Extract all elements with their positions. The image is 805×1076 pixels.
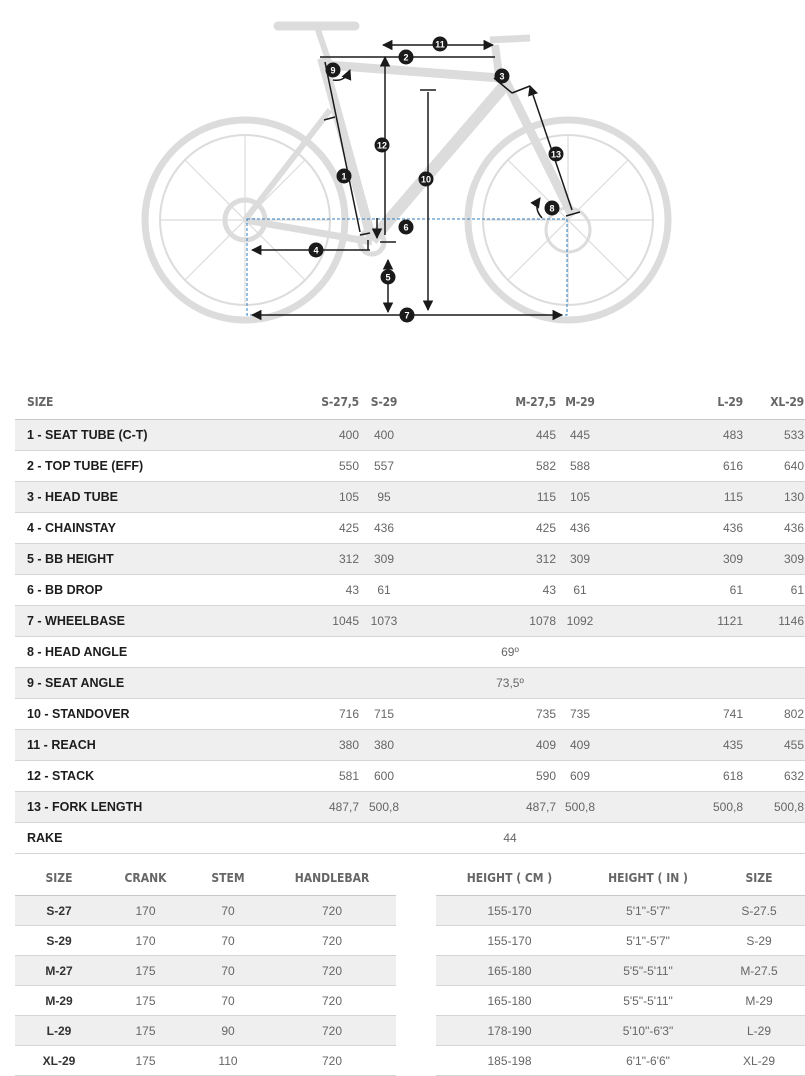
table-cell: 425 <box>215 513 360 544</box>
table-row <box>436 956 805 986</box>
table-row <box>15 896 396 926</box>
table-cell: 720 <box>268 986 396 1016</box>
table-row <box>15 544 805 575</box>
table-row <box>15 699 805 730</box>
svg-text:11: 11 <box>435 39 445 50</box>
table-row <box>436 1046 805 1076</box>
table-cell: 312 <box>408 544 557 575</box>
table-cell-merged: 69º <box>215 637 805 668</box>
table-cell: 400 <box>360 420 408 451</box>
table-row <box>15 513 805 544</box>
row-label: 9 - SEAT ANGLE <box>15 668 215 699</box>
svg-text:13: 13 <box>550 149 562 160</box>
table-cell: M-29 <box>713 986 805 1016</box>
geometry-header: M-27,5 <box>408 385 557 420</box>
table-cell: 309 <box>744 544 805 575</box>
table-cell: 43 <box>215 575 360 606</box>
svg-text:3: 3 <box>499 71 505 82</box>
table-cell: 487,7 <box>408 792 557 823</box>
row-label: 13 - FORK LENGTH <box>15 792 215 823</box>
table-cell: 61 <box>603 575 744 606</box>
table-cell: 175 <box>103 986 188 1016</box>
table-cell: XL-29 <box>15 1046 103 1076</box>
marker-13 <box>549 147 564 162</box>
table-cell: L-29 <box>15 1016 103 1046</box>
components-header-row <box>15 860 396 896</box>
dimension-markers <box>309 37 564 323</box>
svg-text:10: 10 <box>420 174 432 185</box>
table-cell: 70 <box>188 956 268 986</box>
table-cell: 380 <box>360 730 408 761</box>
table-cell: 175 <box>103 956 188 986</box>
table-cell: 715 <box>360 699 408 730</box>
table-cell: 557 <box>360 451 408 482</box>
sizing-header: HEIGHT ( IN ) <box>583 860 713 896</box>
table-cell: 165-180 <box>436 956 583 986</box>
table-cell: 175 <box>103 1016 188 1046</box>
marker-5 <box>381 270 396 285</box>
table-cell: 110 <box>188 1046 268 1076</box>
table-cell: 720 <box>268 956 396 986</box>
table-cell: 500,8 <box>557 792 603 823</box>
svg-text:12: 12 <box>376 140 388 151</box>
table-cell: 70 <box>188 896 268 926</box>
geometry-header: S-27,5 <box>215 385 360 420</box>
table-cell: 5'10"-6'3" <box>583 1016 713 1046</box>
table-cell: 170 <box>103 926 188 956</box>
svg-text:8: 8 <box>549 203 555 214</box>
components-table <box>15 860 396 1076</box>
table-row <box>15 761 805 792</box>
table-cell: 380 <box>215 730 360 761</box>
table-cell: 436 <box>557 513 603 544</box>
table-cell: 581 <box>215 761 360 792</box>
table-cell: 735 <box>408 699 557 730</box>
table-cell: 436 <box>360 513 408 544</box>
geometry-header-row <box>15 385 805 420</box>
table-row <box>15 926 396 956</box>
table-cell: XL-29 <box>713 1046 805 1076</box>
table-cell: 1121 <box>603 606 744 637</box>
row-label: 5 - BB HEIGHT <box>15 544 215 575</box>
table-cell: 550 <box>215 451 360 482</box>
table-cell: 178-190 <box>436 1016 583 1046</box>
geometry-header: L-29 <box>603 385 744 420</box>
table-cell: L-29 <box>713 1016 805 1046</box>
table-cell: 500,8 <box>744 792 805 823</box>
table-cell: 95 <box>360 482 408 513</box>
table-row <box>15 986 396 1016</box>
table-cell: 533 <box>744 420 805 451</box>
table-cell: 1073 <box>360 606 408 637</box>
table-cell: 61 <box>744 575 805 606</box>
table-cell: 61 <box>360 575 408 606</box>
marker-12 <box>375 138 390 153</box>
svg-text:2: 2 <box>403 52 409 63</box>
table-cell: 5'5"-5'11" <box>583 956 713 986</box>
table-cell: 632 <box>744 761 805 792</box>
table-cell: 1146 <box>744 606 805 637</box>
table-cell: 720 <box>268 1016 396 1046</box>
marker-8 <box>545 201 560 216</box>
marker-11 <box>433 37 448 52</box>
table-row <box>15 420 805 451</box>
table-cell: 582 <box>408 451 557 482</box>
table-cell: 90 <box>188 1016 268 1046</box>
svg-text:7: 7 <box>404 310 410 321</box>
components-header: SIZE <box>15 860 103 896</box>
table-cell: S-29 <box>15 926 103 956</box>
table-cell: 309 <box>557 544 603 575</box>
table-cell: 720 <box>268 1046 396 1076</box>
table-cell: 115 <box>603 482 744 513</box>
row-label: 1 - SEAT TUBE (C-T) <box>15 420 215 451</box>
table-cell: 1092 <box>557 606 603 637</box>
row-label: 8 - HEAD ANGLE <box>15 637 215 668</box>
geometry-table <box>15 385 805 854</box>
table-cell: 640 <box>744 451 805 482</box>
geometry-header: XL-29 <box>744 385 805 420</box>
table-cell: M-29 <box>15 986 103 1016</box>
table-cell-merged: 73,5º <box>215 668 805 699</box>
bike-silhouette <box>145 26 668 320</box>
table-row <box>15 668 805 699</box>
table-cell: 425 <box>408 513 557 544</box>
table-row <box>15 823 805 854</box>
table-row <box>15 575 805 606</box>
table-cell: S-29 <box>713 926 805 956</box>
table-cell: 175 <box>103 1046 188 1076</box>
table-cell: 616 <box>603 451 744 482</box>
geometry-header: M-29 <box>557 385 603 420</box>
sizing-header: SIZE <box>713 860 805 896</box>
table-cell: 802 <box>744 699 805 730</box>
row-label: 12 - STACK <box>15 761 215 792</box>
svg-text:4: 4 <box>313 245 319 256</box>
table-cell: 5'5"-5'11" <box>583 986 713 1016</box>
sizing-header: HEIGHT ( CM ) <box>436 860 583 896</box>
table-cell: 483 <box>603 420 744 451</box>
table-row <box>15 956 396 986</box>
table-cell: 735 <box>557 699 603 730</box>
table-cell: 400 <box>215 420 360 451</box>
table-cell: M-27.5 <box>713 956 805 986</box>
table-cell: 61 <box>557 575 603 606</box>
row-label: 6 - BB DROP <box>15 575 215 606</box>
table-cell: 600 <box>360 761 408 792</box>
table-cell: 720 <box>268 926 396 956</box>
table-row <box>436 1016 805 1046</box>
marker-7 <box>400 308 415 323</box>
row-label: 7 - WHEELBASE <box>15 606 215 637</box>
marker-3 <box>495 69 510 84</box>
table-cell: 741 <box>603 699 744 730</box>
marker-1 <box>337 169 352 184</box>
marker-6 <box>399 220 414 235</box>
geometry-header: S-29 <box>360 385 408 420</box>
table-cell: 487,7 <box>215 792 360 823</box>
table-cell: 5'1"-5'7" <box>583 896 713 926</box>
components-header: STEM <box>188 860 268 896</box>
table-cell: 155-170 <box>436 896 583 926</box>
table-cell: 170 <box>103 896 188 926</box>
table-cell: 436 <box>744 513 805 544</box>
table-cell: 312 <box>215 544 360 575</box>
table-cell: 115 <box>408 482 557 513</box>
table-cell: 70 <box>188 926 268 956</box>
table-cell: S-27 <box>15 896 103 926</box>
table-row <box>15 451 805 482</box>
table-cell: 409 <box>557 730 603 761</box>
table-cell: 435 <box>603 730 744 761</box>
row-label: RAKE <box>15 823 215 854</box>
table-row <box>436 926 805 956</box>
table-cell: 609 <box>557 761 603 792</box>
row-label: 2 - TOP TUBE (EFF) <box>15 451 215 482</box>
table-cell: 309 <box>603 544 744 575</box>
table-cell: 130 <box>744 482 805 513</box>
table-cell: 165-180 <box>436 986 583 1016</box>
marker-2 <box>399 50 414 65</box>
table-cell: 500,8 <box>603 792 744 823</box>
table-cell: 105 <box>557 482 603 513</box>
components-header: HANDLEBAR <box>268 860 396 896</box>
table-row <box>436 986 805 1016</box>
table-cell: 70 <box>188 986 268 1016</box>
table-row <box>15 637 805 668</box>
geometry-header: SIZE <box>15 385 215 420</box>
table-cell: 5'1"-5'7" <box>583 926 713 956</box>
svg-text:5: 5 <box>385 272 391 283</box>
svg-text:9: 9 <box>330 65 336 76</box>
table-row <box>15 482 805 513</box>
marker-9 <box>326 63 341 78</box>
table-cell: 105 <box>215 482 360 513</box>
table-cell-merged: 44 <box>215 823 805 854</box>
table-cell: 436 <box>603 513 744 544</box>
bike-geometry-diagram <box>0 0 805 340</box>
marker-4 <box>309 243 324 258</box>
table-cell: 309 <box>360 544 408 575</box>
svg-text:1: 1 <box>341 171 347 182</box>
table-cell: M-27 <box>15 956 103 986</box>
table-cell: 588 <box>557 451 603 482</box>
components-header: CRANK <box>103 860 188 896</box>
row-label: 3 - HEAD TUBE <box>15 482 215 513</box>
marker-10 <box>419 172 434 187</box>
table-cell: 590 <box>408 761 557 792</box>
table-cell: 618 <box>603 761 744 792</box>
row-label: 10 - STANDOVER <box>15 699 215 730</box>
table-row <box>436 896 805 926</box>
table-row <box>15 1016 396 1046</box>
table-cell: 155-170 <box>436 926 583 956</box>
table-cell: 455 <box>744 730 805 761</box>
table-cell: 445 <box>557 420 603 451</box>
table-row <box>15 730 805 761</box>
table-cell: 1078 <box>408 606 557 637</box>
table-row <box>15 1046 396 1076</box>
table-row <box>15 606 805 637</box>
rider-sizing-table <box>436 860 805 1076</box>
table-cell: 445 <box>408 420 557 451</box>
table-cell: 43 <box>408 575 557 606</box>
table-cell: 6'1"-6'6" <box>583 1046 713 1076</box>
table-cell: 500,8 <box>360 792 408 823</box>
table-cell: S-27.5 <box>713 896 805 926</box>
table-cell: 720 <box>268 896 396 926</box>
table-cell: 716 <box>215 699 360 730</box>
row-label: 4 - CHAINSTAY <box>15 513 215 544</box>
row-label: 11 - REACH <box>15 730 215 761</box>
table-cell: 409 <box>408 730 557 761</box>
sizing-header-row <box>436 860 805 896</box>
table-row <box>15 792 805 823</box>
table-cell: 185-198 <box>436 1046 583 1076</box>
table-cell: 1045 <box>215 606 360 637</box>
svg-text:6: 6 <box>403 222 409 233</box>
